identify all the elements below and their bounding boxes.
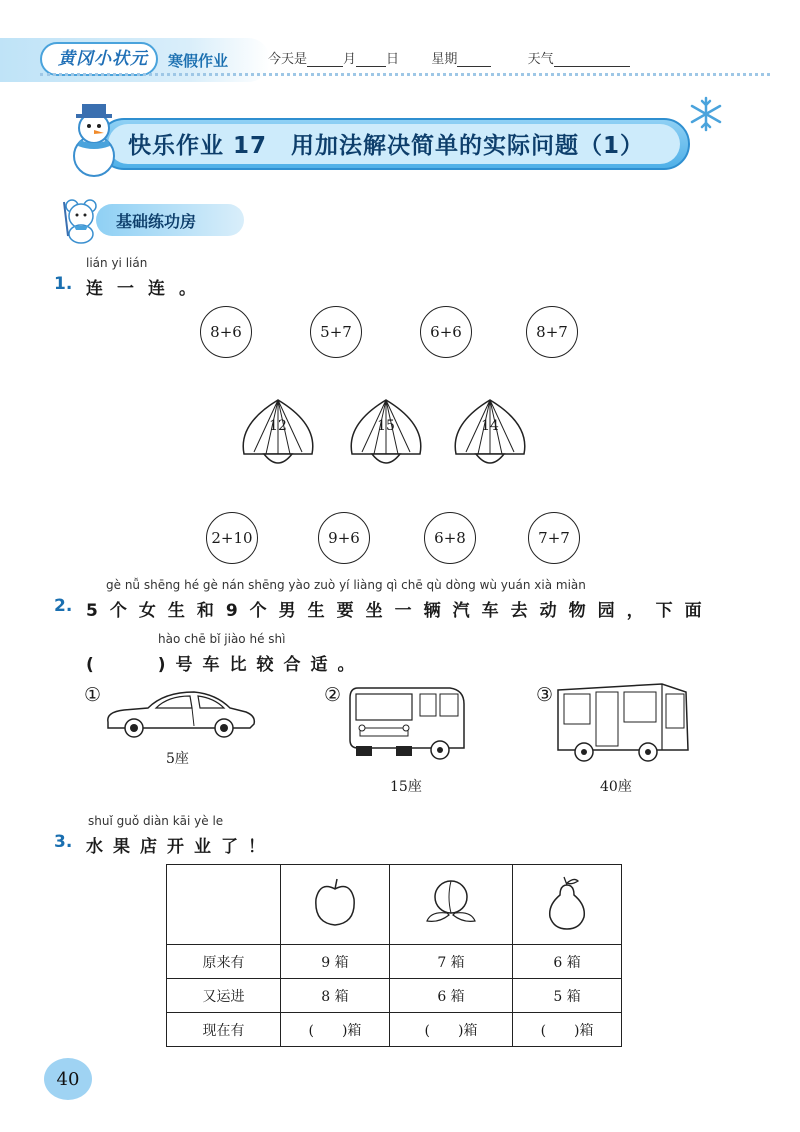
table-cell: 8 箱 (281, 979, 390, 1013)
scallop-shell-icon (234, 394, 322, 474)
shell-card[interactable] (446, 394, 534, 478)
q3-pinyin: shuǐ guǒ diàn kāi yè le (88, 814, 224, 828)
sedan-car-icon[interactable] (104, 686, 258, 738)
expr-circle[interactable]: 6+8 (424, 512, 476, 564)
shell-card[interactable] (234, 394, 322, 478)
page-number: 40 (44, 1058, 92, 1100)
snowflake-icon (688, 96, 724, 132)
table-cell: 7 箱 (389, 945, 512, 979)
date-prefix: 今天是 (268, 52, 308, 67)
q2-pinyin-1: gè nǚ shēng hé gè nán shēng yào zuò yí liàng qì chē qù dòng wù yuán xià miàn (106, 578, 586, 592)
shell-number: 12 (269, 418, 287, 434)
expr-circle[interactable]: 7+7 (528, 512, 580, 564)
option-caption: 5座 (166, 751, 189, 767)
q2-prompt-2[interactable]: ( )号车比较合适。 (86, 655, 365, 675)
shell-card[interactable] (342, 394, 430, 478)
table-cell: 5 箱 (513, 979, 622, 1013)
expr-circle[interactable]: 8+6 (200, 306, 252, 358)
answer-cell[interactable]: ( )箱 (513, 1013, 622, 1047)
expr-circle[interactable]: 5+7 (310, 306, 362, 358)
table-corner-cell (167, 865, 281, 945)
fruit-table (166, 864, 622, 1047)
shell-number: 15 (377, 418, 395, 434)
weekday-label: 星期 (431, 52, 458, 67)
expr-circle[interactable]: 8+7 (526, 306, 578, 358)
answer-cell[interactable]: ( )箱 (281, 1013, 390, 1047)
weather-label: 天气 (527, 52, 554, 67)
table-row (167, 945, 622, 979)
table-cell: 6 箱 (513, 945, 622, 979)
q3-number: 3. (54, 832, 73, 852)
option-caption: 40座 (600, 779, 632, 795)
apple-icon (310, 875, 360, 931)
weekday-blank[interactable] (457, 53, 491, 67)
option-number: ① (84, 684, 102, 706)
header-subtitle: 寒假作业 (168, 52, 229, 70)
answer-cell[interactable]: ( )箱 (389, 1013, 512, 1047)
option-caption: 15座 (390, 779, 422, 795)
day-label: 日 (386, 52, 400, 67)
month-blank[interactable] (307, 53, 343, 67)
section-title: 基础练功房 (116, 212, 197, 231)
fruit-header-cell (389, 865, 512, 945)
q1-prompt: 连一连。 (86, 279, 210, 299)
table-row (167, 979, 622, 1013)
date-line (268, 48, 630, 67)
minibus-icon[interactable] (344, 684, 470, 764)
fruit-header-cell (281, 865, 390, 945)
day-blank[interactable] (356, 53, 386, 67)
table-header-row (167, 865, 622, 945)
scallop-shell-icon (446, 394, 534, 474)
pear-icon (542, 873, 592, 933)
table-cell: 6 箱 (389, 979, 512, 1013)
q3-prompt: 水果店开业了！ (86, 837, 275, 857)
snowman-icon (58, 100, 130, 180)
option-number: ② (324, 684, 342, 706)
fruit-header-cell (513, 865, 622, 945)
brand-logo: 黄冈小状元 (58, 49, 148, 69)
q2-prompt-1: 5个女生和9个男生要坐一辆汽车去动物园，下面 (86, 601, 714, 621)
row-label: 现在有 (167, 1013, 281, 1047)
option-number: ③ (536, 684, 554, 706)
shell-number: 14 (481, 418, 499, 434)
month-label: 月 (343, 52, 357, 67)
peach-icon (421, 875, 481, 931)
page-title: 快乐作业 17 用加法解决简单的实际问题（1） (128, 133, 645, 159)
header-divider (40, 73, 770, 76)
q2-number: 2. (54, 596, 73, 616)
q1-pinyin: lián yi lián (86, 256, 148, 270)
large-bus-icon[interactable] (552, 680, 694, 766)
scallop-shell-icon (342, 394, 430, 474)
row-label: 原来有 (167, 945, 281, 979)
bear-mascot-icon (58, 196, 104, 244)
q2-pinyin-2: hào chē bǐ jiào hé shì (158, 632, 286, 646)
row-label: 又运进 (167, 979, 281, 1013)
weather-blank[interactable] (554, 53, 630, 67)
q1-number: 1. (54, 274, 73, 294)
table-cell: 9 箱 (281, 945, 390, 979)
expr-circle[interactable]: 9+6 (318, 512, 370, 564)
expr-circle[interactable]: 6+6 (420, 306, 472, 358)
table-row (167, 1013, 622, 1047)
expr-circle[interactable]: 2+10 (206, 512, 258, 564)
